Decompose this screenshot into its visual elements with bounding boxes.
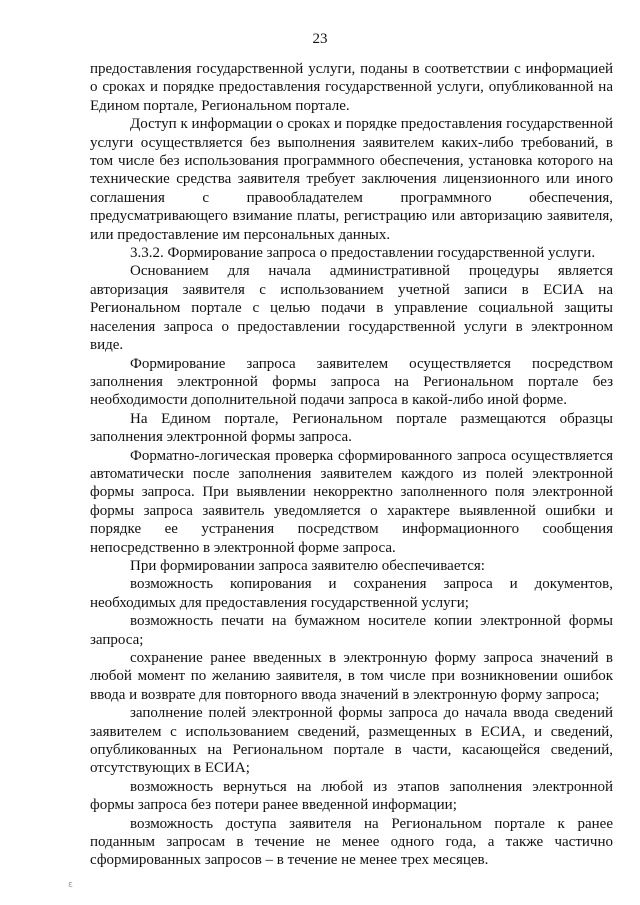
- list-item-print: возможность печати на бумажном носителе копии электронной формы запроса;: [90, 613, 613, 648]
- section-heading-3-3-2: 3.3.2. Формирование запроса о предоставлении государственной услуги.: [130, 245, 596, 262]
- list-item-access: возможность доступа заявителя на Региональном портале к ранее поданным запросам в течение не менее одного года, а также частично сформированных запросов – в течение не менее трех месяцев.: [90, 815, 613, 869]
- list-item-copy: возможность копирования и сохранения запроса и документов, необходимых для предоставления государственной услуги;: [90, 576, 613, 611]
- paragraph-basis: Основанием для начала административной процедуры является авторизация заявителя с использованием учетной записи в ЕСИА на Региональном портале с целью подачи в управление социальной защиты населения запроса о предоставлении государственной услуги в электронном виде.: [90, 263, 613, 354]
- paragraph-forming: Формирование запроса заявителем осуществляется посредством заполнения электронной формы запроса на Региональном портале без необходимости дополнительной подачи запроса в какой-либо иной форме.: [90, 355, 613, 409]
- page-number: 23: [312, 31, 328, 47]
- list-item-return: возможность вернуться на любой из этапов заполнения электронной формы запроса без потери ранее введенной информации;: [90, 778, 613, 814]
- margin-mark: ε: [68, 880, 73, 890]
- list-item-prefill: заполнение полей электронной формы запроса до начала ввода сведений заявителем с использованием сведений, размещенных в ЕСИА, и сведений, опубликованных на Региональном портале в части, касающейся сведений, отсутствующих в ЕСИА;: [90, 705, 613, 777]
- list-item-save: сохранение ранее введенных в электронную форму запроса значений в любой момент по желанию заявителя, в том числе при возникновении ошибок ввода и возврате для повторного ввода значений в электронную форму запроса;: [90, 650, 613, 703]
- paragraph-validation: Форматно-логическая проверка сформированного запроса осуществляется автоматически после заполнения заявителем каждого из полей электронной формы запроса. При выявлении некорректно заполненного поля электронной формы запроса заявитель уведомляется о характере выявленной ошибки и порядке ее устранения посредством информационного сообщения непосредственно в электронной форме запроса.: [90, 447, 613, 556]
- paragraph-access-info: Доступ к информации о сроках и порядке предоставления государственной услуги осуществляется без выполнения заявителем каких-либо требований, в том числе без использования программного обеспечения, установка которого на технические средства заявителя требует заключения лицензионного или иного соглашения с правообладателем программного обеспечения, предусматривающего взимание платы, регистрацию или авторизацию заявителя, или предоставление им персональных данных.: [90, 116, 613, 243]
- document-body: [90, 60, 613, 870]
- paragraph-provides-intro: При формировании запроса заявителю обеспечивается:: [130, 557, 485, 574]
- paragraph-continuation: предоставления государственной услуги, поданы в соответствии с информацией о сроках и порядке предоставления государственной услуги, опубликованной на Едином портале, Региональном портале.: [90, 61, 613, 114]
- paragraph-samples: На Едином портале, Региональном портале размещаются образцы заполнения электронной формы запроса.: [90, 410, 613, 446]
